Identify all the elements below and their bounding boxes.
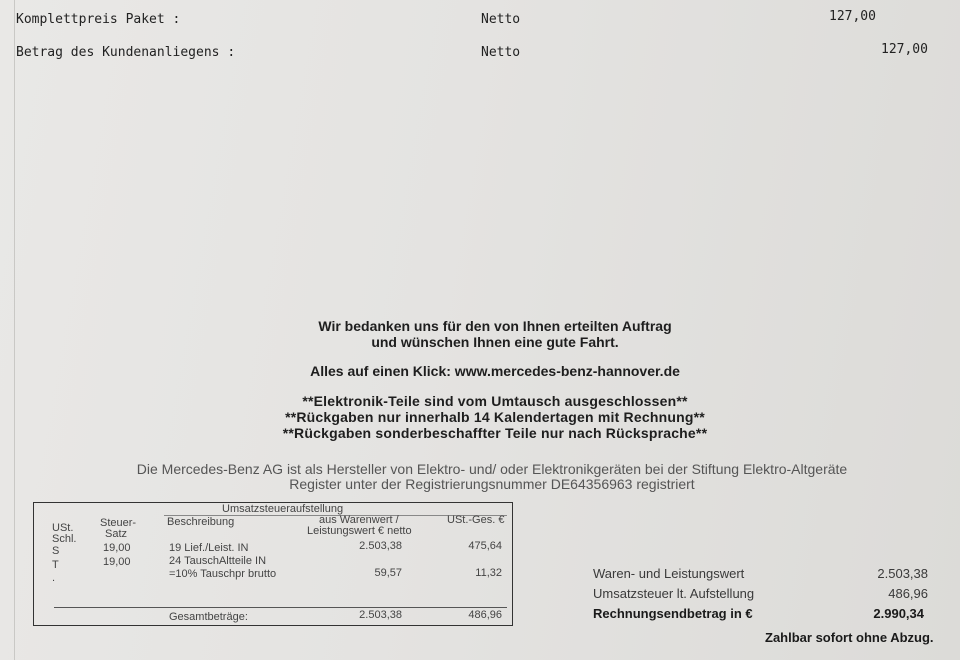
customer-request-label: Betrag des Kundenanliegens : [16, 45, 236, 60]
vat-amount-label: Umsatzsteuer lt. Aufstellung [593, 586, 755, 601]
website-line: Alles auf einen Klick: www.mercedes-benz-hannover.de [310, 363, 680, 379]
row-1-code: S [52, 545, 60, 557]
totals-label: Gesamtbeträge: [169, 611, 248, 623]
totals-tax: 486,96 [468, 609, 502, 621]
row-1-description: 19 Lief./Leist. IN [169, 542, 249, 554]
register-line-1: Die Mercedes-Benz AG ist als Hersteller von Elektro- und/ oder Elektronikgeräten bei der Stiftung Elektro-Altgeräte [136, 461, 848, 477]
header-rate-1: Steuer- [100, 517, 137, 529]
row-1-rate: 19,00 [103, 542, 131, 554]
package-price-amount: 127,00 [829, 9, 876, 24]
totals-divider [54, 607, 507, 608]
header-value-2: Leistungswert € netto [307, 525, 412, 537]
vat-table-title: Umsatzsteueraufstellung [222, 503, 344, 515]
notice-returns: **Rückgaben nur innerhalb 14 Kalendertagen mit Rechnung** [285, 409, 705, 425]
package-price-label: Komplettpreis Paket : [16, 12, 181, 27]
goods-services-value: 2.503,38 [877, 566, 928, 581]
row-1-tax: 475,64 [468, 540, 502, 552]
header-rate-2: Satz [105, 528, 128, 540]
invoice-total-value: 2.990,34 [873, 606, 924, 621]
customer-request-amount: 127,00 [881, 42, 928, 57]
vat-summary-table [33, 502, 513, 626]
row-3-code: . [52, 572, 56, 584]
header-tax: USt.-Ges. € [447, 514, 505, 526]
customer-request-type: Netto [481, 45, 521, 60]
package-price-type: Netto [481, 12, 521, 27]
invoice-total-label: Rechnungsendbetrag in € [593, 606, 753, 621]
notice-electronics: **Elektronik-Teile sind vom Umtausch ausgeschlossen** [302, 393, 688, 409]
goods-services-label: Waren- und Leistungswert [593, 566, 745, 581]
thanks-line-2: und wünschen Ihnen eine gute Fahrt. [371, 334, 619, 350]
notice-special-orders: **Rückgaben sonderbeschaffter Teile nur nach Rücksprache** [282, 425, 708, 441]
row-2-code: T [52, 559, 59, 571]
row-3-description: =10% Tauschpr brutto [169, 568, 277, 580]
payment-terms: Zahlbar sofort ohne Abzug. [765, 630, 934, 645]
row-3-tax: 11,32 [475, 567, 502, 579]
row-2-rate: 19,00 [103, 556, 131, 568]
header-code-2: Schl. [52, 533, 77, 545]
row-2-description: 24 TauschAltteile IN [169, 555, 267, 567]
row-1-value: 2.503,38 [359, 540, 402, 552]
header-description: Beschreibung [167, 516, 235, 528]
vat-amount-value: 486,96 [888, 586, 928, 601]
thanks-line-1: Wir bedanken uns für den von Ihnen erteilten Auftrag [318, 318, 672, 334]
row-3-value: 59,57 [374, 567, 402, 579]
header-value-1: aus Warenwert / [319, 514, 399, 526]
register-line-2: Register unter der Registrierungsnummer DE64356963 registriert [289, 476, 695, 492]
header-code-1: USt. [52, 522, 74, 534]
totals-value: 2.503,38 [359, 609, 402, 621]
